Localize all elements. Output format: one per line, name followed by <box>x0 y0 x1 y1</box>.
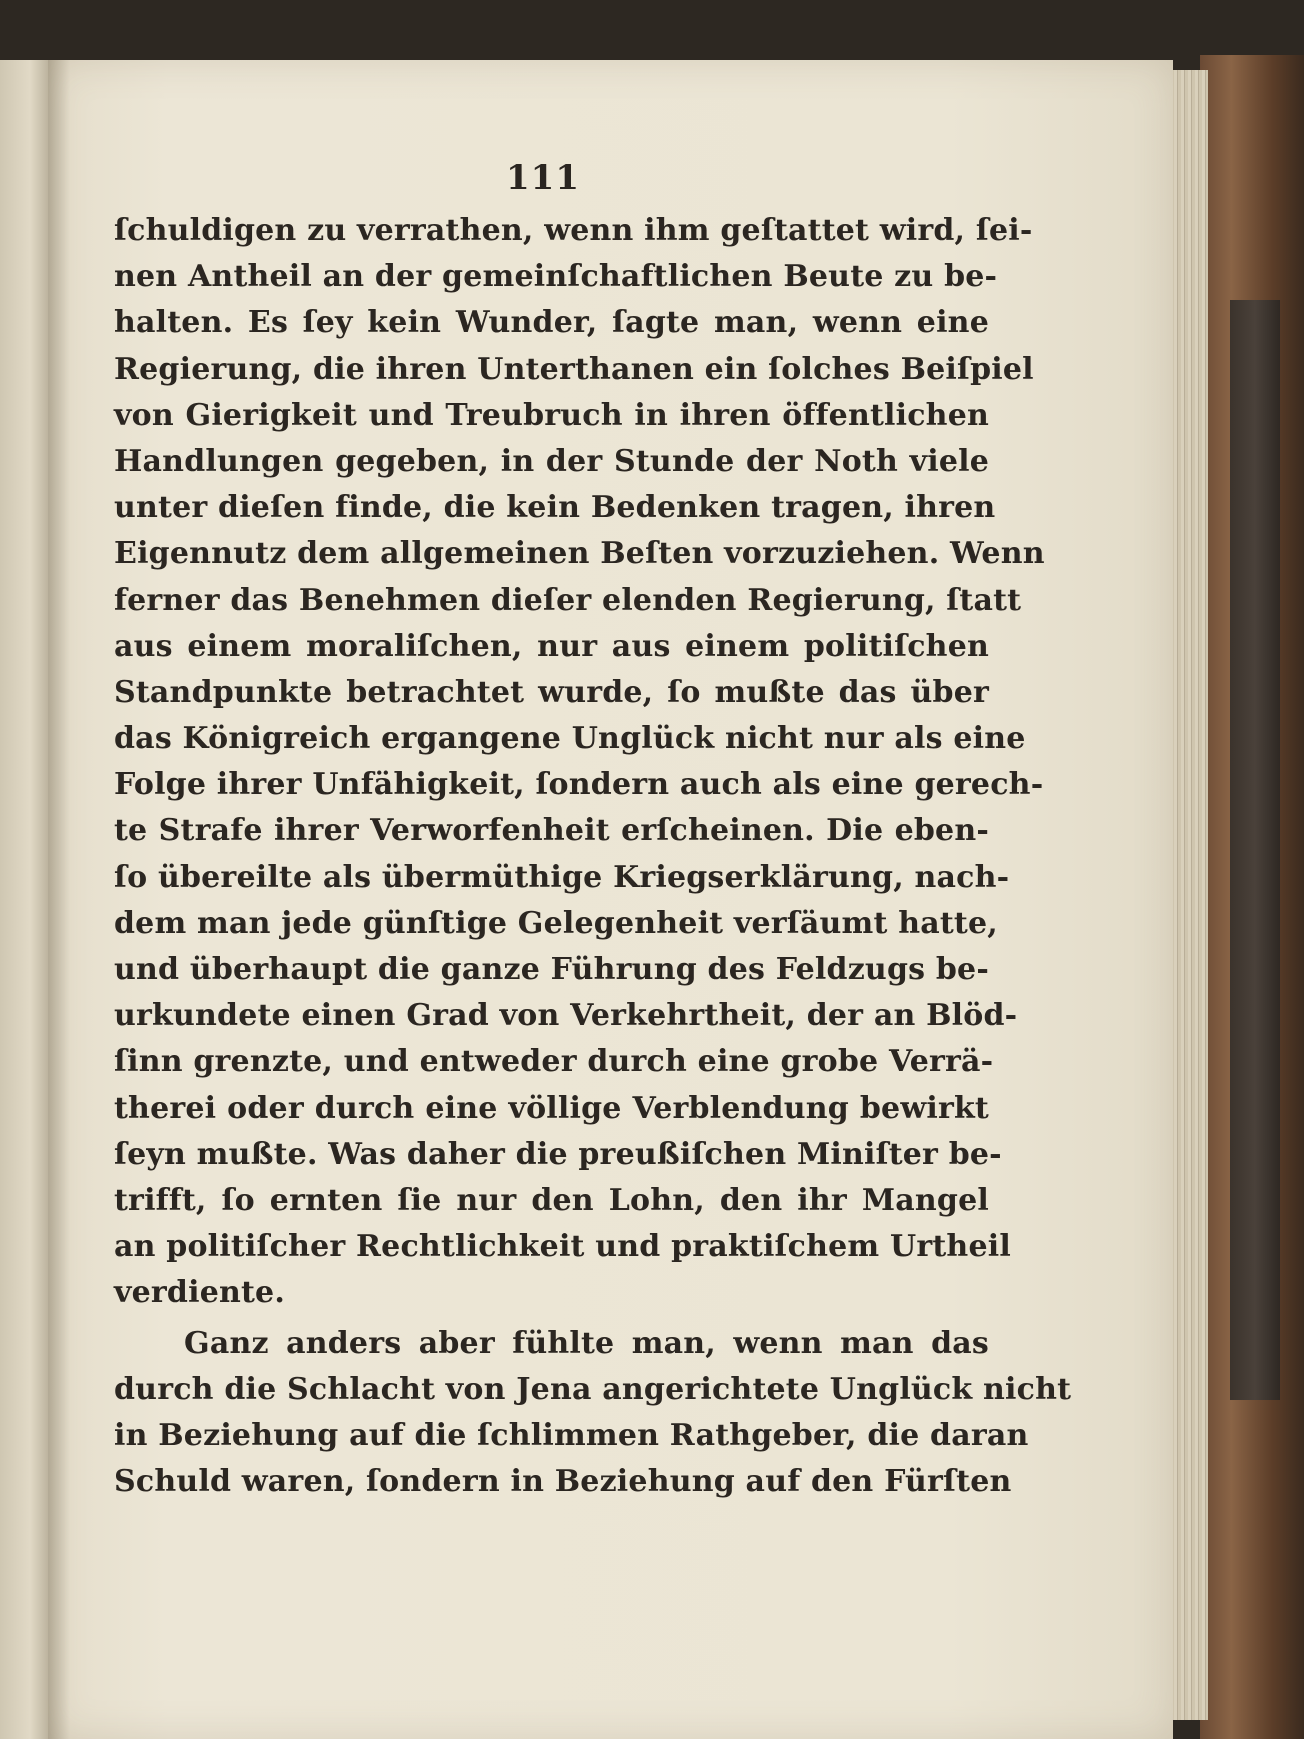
text-line: nen Antheil an der gemeinſchaftlichen Beute zu be- <box>114 259 998 295</box>
paragraph-1 <box>114 208 1045 1317</box>
text-line: Regierung, die ihren Unterthanen ein ſolches Beiſpiel <box>114 351 1034 387</box>
text-line: trifft, ſo ernten ſie nur den Lohn, den ihr Mangel <box>114 1182 989 1218</box>
cover-leather <box>1230 300 1280 1400</box>
text-line: ſinn grenzte, und entweder durch eine grobe Verrä- <box>114 1044 994 1080</box>
text-line: ferner das Benehmen dieſer elenden Regierung, ſtatt <box>114 582 1022 618</box>
text-line: urkundete einen Grad von Verkehrtheit, der an Blöd- <box>114 998 1018 1034</box>
text-line: in Beziehung auf die ſchlimmen Rathgeber, die daran <box>114 1417 1029 1453</box>
body-text <box>114 208 1072 1505</box>
text-line: Folge ihrer Unfähigkeit, ſondern auch als eine gerech- <box>114 767 1044 803</box>
facing-page-edge <box>0 60 50 1739</box>
text-line: unter dieſen finde, die kein Bedenken tragen, ihren <box>114 490 996 526</box>
text-line: ſchuldigen zu verrathen, wenn ihm geſtattet wird, ſei- <box>114 213 1033 248</box>
text-line: therei oder durch eine völlige Verblendung bewirkt <box>114 1090 989 1126</box>
text-line: das Königreich ergangene Unglück nicht nur als eine <box>114 721 1026 757</box>
text-line: von Gierigkeit und Treubruch in ihren öffentlichen <box>114 397 989 433</box>
text-line: durch die Schlacht von Jena angerichtete Unglück nicht <box>114 1371 1072 1407</box>
text-line: halten. Es ſey kein Wunder, ſagte man, wenn eine <box>114 305 989 341</box>
text-line: ſo übereilte als übermüthige Kriegserklärung, nach- <box>114 859 1010 895</box>
page-number: 111 <box>506 158 580 198</box>
book-page <box>48 60 1173 1739</box>
text-line: an politiſcher Rechtlichkeit und praktiſchem Urtheil <box>114 1229 1011 1265</box>
text-line: verdiente. <box>114 1275 285 1311</box>
text-line: dem man jede günſtige Gelegenheit verſäumt hatte, <box>114 905 998 941</box>
text-line: Handlungen gegeben, in der Stunde der Noth viele <box>114 443 989 479</box>
text-line: Standpunkte betrachtet wurde, ſo mußte das über <box>114 674 989 710</box>
text-line: Eigennutz dem allgemeinen Beſten vorzuziehen. Wenn <box>114 536 1045 572</box>
text-line: te Strafe ihrer Verworfenheit erſcheinen. Die eben- <box>114 813 989 849</box>
text-line: Ganz anders aber fühlte man, wenn man das <box>184 1325 989 1361</box>
text-line: Schuld waren, ſondern in Beziehung auf den Fürſten <box>114 1464 1012 1500</box>
paragraph-2 <box>114 1321 1072 1506</box>
text-line: aus einem moraliſchen, nur aus einem politiſchen <box>114 628 989 664</box>
text-line: und überhaupt die ganze Führung des Feldzugs be- <box>114 952 989 987</box>
text-line: ſeyn mußte. Was daher die preußiſchen Miniſter be- <box>114 1136 1002 1172</box>
